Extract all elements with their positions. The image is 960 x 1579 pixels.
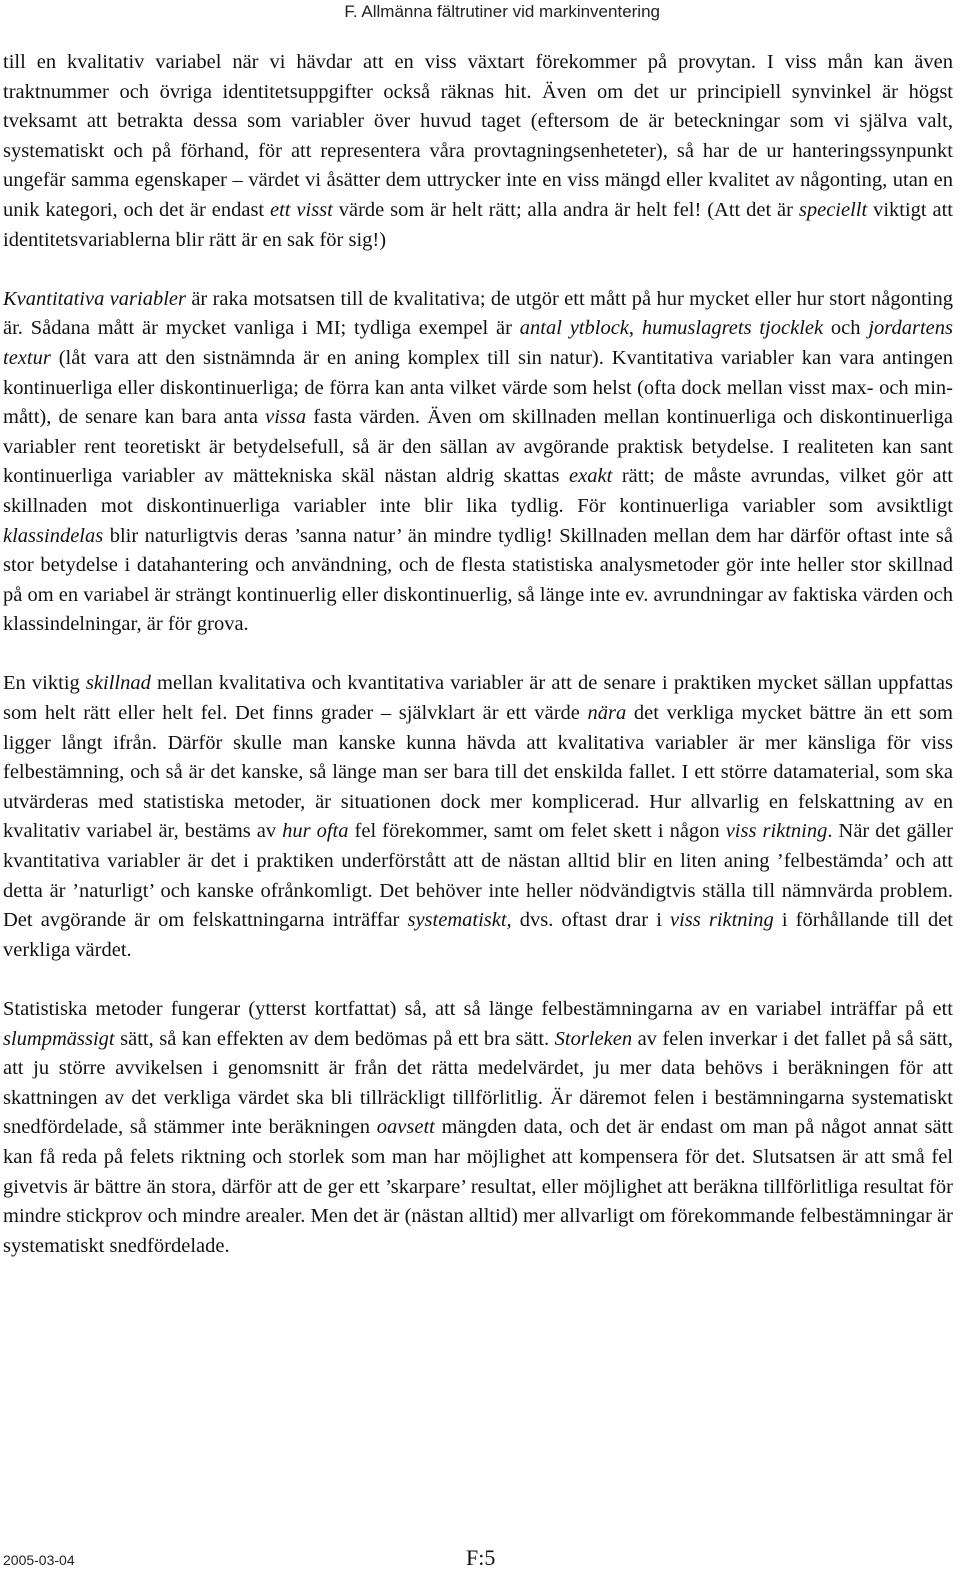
text-run: fel förekommer, samt om felet skett i någon (348, 820, 726, 843)
emphasized-text: Kvantitativa variabler (3, 287, 186, 310)
text-run: och (823, 317, 869, 340)
text-run: (låt vara att den sistnämnda är en aning komplex till sin natur). Kvantitativa variabler kan vara antingen kontinuerliga eller diskontinuerliga; de förra kan anta vilket värde som helst (ofta dock mellan visst max- och min-mått), de senare kan bara anta (3, 346, 953, 429)
emphasized-text: systematiskt, (407, 909, 512, 932)
emphasized-text: ett visst (270, 198, 333, 221)
text-run: , (628, 317, 642, 340)
text-run: viktigt att identitetsvariablerna blir rätt är en sak för sig!) (3, 198, 953, 251)
emphasized-text: viss riktning (725, 820, 828, 843)
emphasized-text: viss riktning (670, 909, 774, 932)
emphasized-text: hur ofta (282, 820, 349, 843)
text-run: Statistiska metoder fungerar (ytterst kortfattat) så, att så länge felbestämningarna av en variabel inträffar på ett (3, 998, 953, 1020)
emphasized-text: klassindelas (3, 524, 104, 547)
text-run: En viktig (3, 672, 86, 695)
page-number: F:5 (466, 1545, 496, 1570)
emphasized-text: skillnad (85, 672, 151, 695)
paragraph-2 (3, 285, 953, 640)
emphasized-text: oavsett (376, 1116, 435, 1139)
text-run: av felen inverkar i det fallet på så sätt, att ju större avvikelsen i genomsnitt är från det rätta medelvärdet, ju mer data behövs i beräkningen för att skattningen av det verkliga värdet ska bli tillräckligt tillförlitlig. Är däremot felen i bestämningarna systematiskt snedfördelade, så stämmer inte beräkningen (3, 1027, 953, 1139)
text-run: är raka motsatsen till de kvalitativa; de utgör ett mått på hur mycket eller hur stort någonting är. Sådana mått är mycket vanliga i MI; tydliga exempel är (3, 287, 953, 340)
body-text (3, 48, 953, 1261)
emphasized-text: slumpmässigt (3, 1027, 115, 1050)
text-run: det verkliga mycket bättre än ett som ligger långt ifrån. Därför skulle man kanske kunna hävda att kvalitativa variabler är mer känsliga för viss felbestämning, och så är det kanske, så länge man ser bara till det enskilda fallet. I ett större datamaterial, som ska utvärderas med statistiska metoder, är situationen dock mer komplicerad. Hur allvarlig en felskattning av en kvalitativ variabel är, bestäms av (3, 702, 953, 843)
paragraph-4 (3, 995, 953, 1261)
emphasized-text: jordartens textur (3, 317, 953, 369)
text-run: mängden data, och det är endast om man på något annat sätt kan få reda på felets riktning och storlek som man har möjlighet att kompensera för det. Slutsatsen är att små fel givetvis är bättre än stora, därför att de ger ett ’skarpare’ resultat, eller möjlighet att beräkna tillförlitliga resultat för mindre stickprov och mindre arealer. Men det är (nästan alltid) mer allvarligt om förekommande felbestämningar är systematiskt snedfördelade. (3, 1116, 953, 1257)
text-run: . När det gäller kvantitativa variabler är det i praktiken underförstått att de nästan alltid blir en liten aning ’felbestämda’ och att detta är ’naturligt’ och kanske ofrånkomligt. Det behöver inte heller nödvändigtvis ställa till nämnvärda problem. Det avgörande är om felskattningarna inträffar (3, 820, 953, 932)
text-run: sätt, så kan effekten av dem bedömas på ett bra sätt. (114, 1027, 555, 1050)
emphasized-text: vissa (265, 406, 307, 429)
running-header: F. Allmänna fältrutiner vid markinventering (344, 2, 660, 21)
text-run: i förhållande till det verkliga värdet. (3, 909, 953, 961)
emphasized-text: humuslagrets tjocklek (641, 317, 824, 340)
emphasized-text: Storleken (554, 1027, 633, 1050)
emphasized-text: antal ytblock (519, 317, 629, 340)
paragraph-1 (3, 48, 953, 255)
emphasized-text: speciellt (798, 198, 868, 221)
emphasized-text: nära (587, 702, 627, 725)
footer-date: 2005-03-04 (3, 1552, 75, 1568)
text-run: fasta värden. Även om skillnaden mellan kontinuerliga och diskontinuerliga variabler rent teoretiskt är betydelsefull, så är den sällan av avgörande praktisk betydelse. I realiteten kan sant kontinuerliga variabler av mättekniska skäl nästan aldrig skattas (3, 406, 953, 488)
text-run: mellan kvalitativa och kvantitativa variabler är att de senare i praktiken mycket sällan uppfattas som helt rätt eller helt fel. Det finns grader – självklart är ett värde (3, 672, 953, 725)
text-run: dvs. oftast drar i (511, 909, 670, 932)
text-run: värde som är helt rätt; alla andra är helt fel! (Att det är (332, 198, 799, 221)
paragraph-3 (3, 669, 953, 965)
text-run: blir naturligtvis deras ’sanna natur’ än mindre tydlig! Skillnaden mellan dem har därför oftast inte så stor betydelse i datahantering och användning, och de flesta statistiska analysmetoder gör inte heller stor skillnad på om en variabel är strängt kontinuerlig eller diskontinuerlig, så länge inte ev. avrundningar av faktiska värden och klassindelningar, är för grova. (3, 524, 953, 636)
emphasized-text: exakt (569, 465, 613, 488)
text-run: till en kvalitativ variabel när vi hävdar att en viss växtart förekommer på provytan. I viss mån kan även traktnummer och övriga identitetsuppgifter också räknas hit. Även om det ur principiell synvinkel är högst tveksamt att betrakta dessa som variabler över huvud taget (eftersom de är beteckningar som vi själva valt, systematiskt och på förhand, för att representera våra provtagningsenheteter), så har de ur hanteringssynpunkt ungefär samma egenskaper – värdet vi åsätter dem uttrycker inte en viss mängd eller kvalitet av någonting, utan en unik kategori, och det är endast (3, 51, 953, 221)
text-run: rätt; de måste avrundas, vilket gör att skillnaden mot diskontinuerliga variabler inte blir lika tydlig. För kontinuerliga variabler som avsiktligt (3, 465, 953, 517)
